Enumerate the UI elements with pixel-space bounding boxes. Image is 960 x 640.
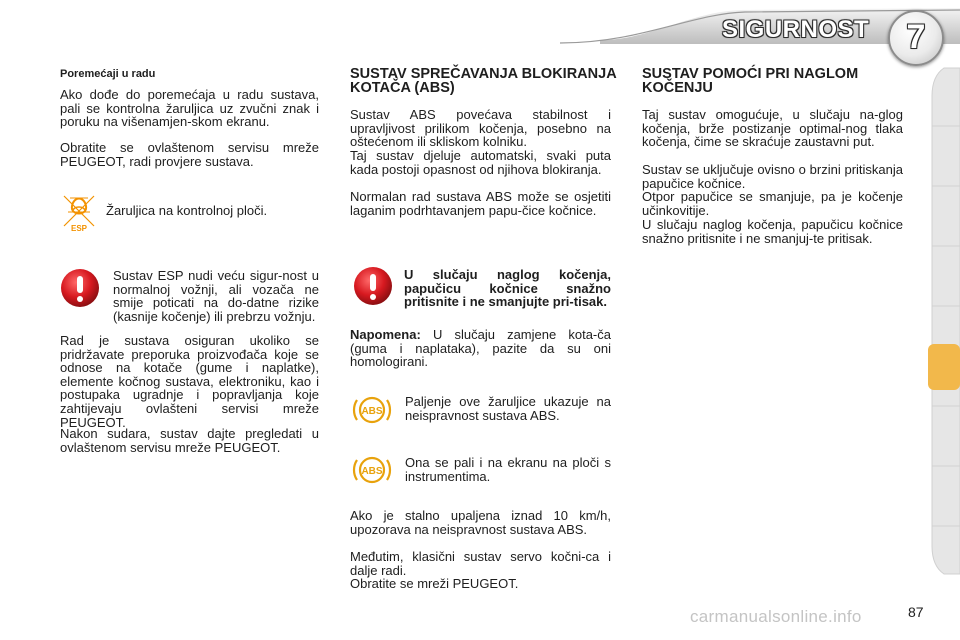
warning-exclamation-icon [60,268,100,313]
col2-paragraph-6: Obratite se mreži PEUGEOT. [350,576,519,591]
chapter-tabs-graphic [926,66,960,576]
col1-paragraph-3: Rad je sustava osiguran ukoliko se pridržavate preporuka proizvođača koje se odnose na kotače (gume i naplatke), elemente kočnog sustava, elektroniku, kao i postupaka ugradnje i popravljanja koje zahtijevaju ovlašteni servisi mreže PEUGEOT. [60,333,319,430]
page-number: 87 [908,604,924,620]
col1-paragraph-1: Ako dođe do poremećaja u radu sustava, pali se kontrolna žaruljica uz zvučni znak i poruku na višenamjen-skom ekranu. [60,87,319,130]
chapter-tabs [926,66,960,576]
brake-assist-section-title: SUSTAV POMOĆI PRI NAGLOM KOČENJU [642,66,859,96]
col3-paragraph-4: U slučaju naglog kočenja, papučicu kočnice snažno pritisnite i ne smanjuj-te pritisak. [642,217,903,246]
abs-screen-description: Ona se pali i na ekranu na ploči s instrumentima. [405,455,611,484]
note-text: U slučaju zamjene kota-ča (guma i naplataka), pazite da su oni homologirani. [350,327,611,370]
watermark: carmanualsonline.info [690,607,862,626]
chapter-number: 7 [906,18,926,56]
esp-warning-light-icon [54,188,104,239]
svg-text:ABS: ABS [361,466,383,477]
col1-paragraph-2: Obratite se ovlaštenom servisu mreže PEUGEOT, radi provjere sustava. [60,140,319,169]
active-chapter-tab [928,344,960,390]
section-title: SIGURNOST [722,16,870,43]
col3-paragraph-3: Otpor papučice se smanjuje, pa je kočenje učinkovitije. [642,189,903,218]
esp-warning-text: Sustav ESP nudi veću sigur-nost u normalnoj vožnji, ali vozača ne smije poticati na do-datne rizike (kasnije kočenje) ili prebrzu vožnju. [113,268,319,324]
col2-paragraph-2: Taj sustav djeluje automatski, svaki puta kada postoji opasnost od njihova blokiranja. [350,148,611,177]
abs-warning-light-icon [351,392,393,433]
abs-note [350,328,611,369]
col2-paragraph-4: Ako je stalno upaljena iznad 10 km/h, upozorava na neispravnost sustava ABS. [350,508,611,537]
col2-paragraph-3: Normalan rad sustava ABS može se osjetiti laganim podrhtavanjem papu-čice kočnice. [350,189,611,218]
col2-paragraph-5: Međutim, klasični sustav servo kočni-ca i dalje radi. [350,549,611,578]
note-label: Napomena: [350,327,421,342]
col1-paragraph-4: Nakon sudara, sustav dajte pregledati u ovlaštenom servisu mreže PEUGEOT. [60,426,319,455]
col3-paragraph-2: Sustav se uključuje ovisno o brzini pritiskanja papučice kočnice. [642,162,903,191]
abs-section-title: SUSTAV SPREČAVANJA BLOKIRANJA KOTAČA (ABS) [350,66,617,96]
col2-paragraph-1: Sustav ABS povećava stabilnost i upravljivost prilikom kočenja, posebno na oštećenom ili skliskom kolniku. [350,107,611,150]
abs-warning-light-icon [351,452,393,493]
abs-light-description: Paljenje ove žaruljice ukazuje na neispravnost sustava ABS. [405,394,611,423]
warning-exclamation-icon [353,266,393,311]
svg-text:ABS: ABS [361,406,383,417]
malfunction-heading: Poremećaji u radu [60,68,156,80]
chapter-badge [888,10,944,66]
svg-text:ESP: ESP [70,224,88,233]
abs-warning-text: U slučaju naglog kočenja, papučicu kočnice snažno pritisnite i ne smanjujte pri-tisak. [404,267,611,310]
col3-paragraph-1: Taj sustav omogućuje, u slučaju na-glog kočenja, brže postizanje optimal-nog tlaka kočenja, čime se skraćuje zaustavni put. [642,107,903,150]
esp-caption: Žaruljica na kontrolnoj ploči. [106,203,268,218]
